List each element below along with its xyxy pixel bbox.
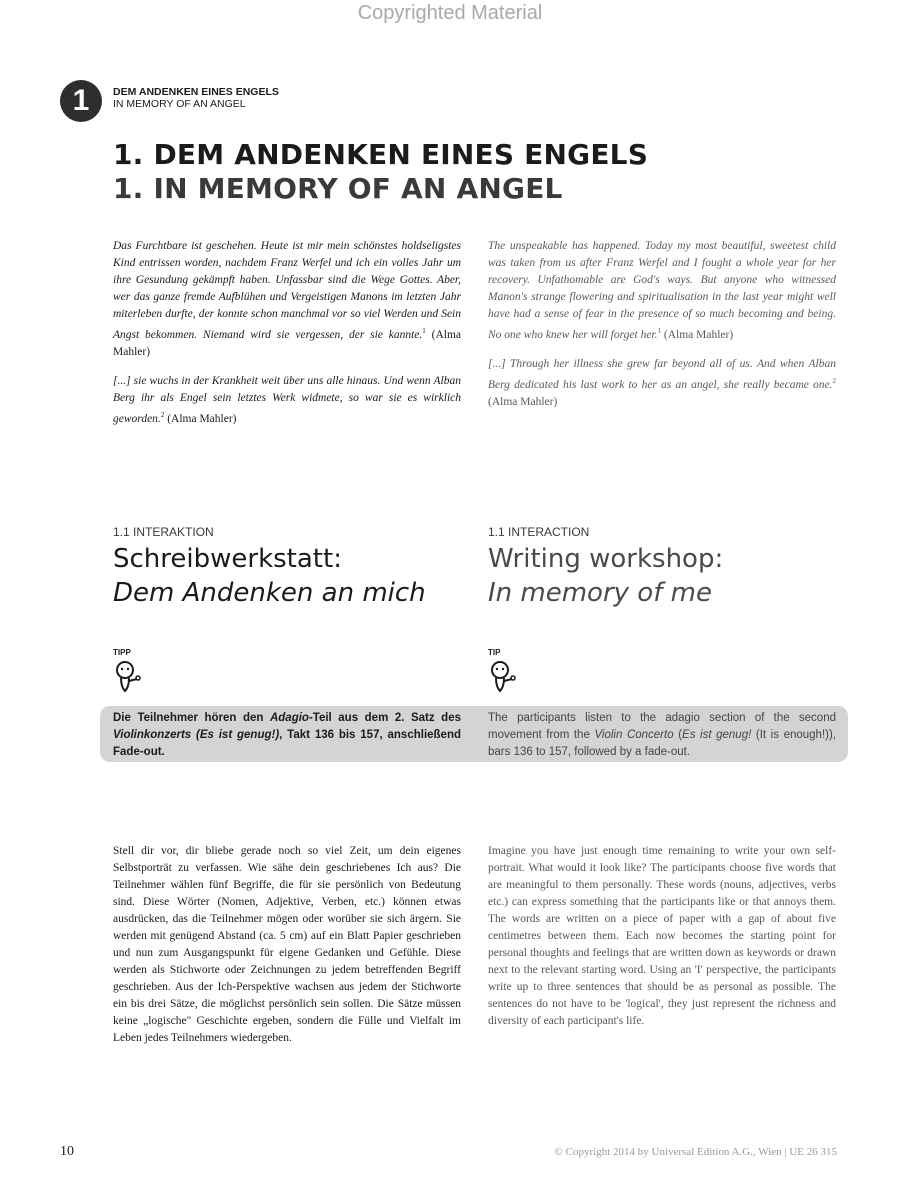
section-number-en: 1.1 INTERACTION	[488, 525, 590, 539]
running-head	[113, 86, 279, 110]
footnote-ref: 1	[422, 327, 426, 335]
tip-en-part: The participants listen to the adagio section of the second movement from the	[488, 712, 836, 741]
tip-text-en	[488, 710, 836, 761]
quote-en-2	[488, 356, 836, 411]
quote-column-de	[113, 238, 461, 440]
tip-en-part: (It is enough!)), bars 136 to 157, followed by a fade-out.	[488, 729, 836, 758]
quote-de-2	[113, 373, 461, 428]
quote-en-2-text: [...] Through her illness she grew far beyond all of us. And when Alban Berg dedicated his last work to her as an angel, she really became one.	[488, 357, 836, 391]
chapter-title	[113, 138, 648, 206]
chapter-number-badge: 1	[60, 80, 102, 122]
quote-author: (Alma Mahler)	[663, 328, 734, 341]
tip-en-part: Violin Concerto	[594, 729, 674, 741]
tip-label-de: TIPP	[113, 648, 131, 657]
chapter-title-en: 1. IN MEMORY OF AN ANGEL	[113, 172, 563, 205]
tip-de-part: Violinkonzerts (Es ist genug!)	[113, 729, 280, 741]
running-head-de: DEM ANDENKEN EINES ENGELS	[113, 86, 279, 98]
section-number-de: 1.1 INTERAKTION	[113, 525, 214, 539]
tip-de-part: Die Teilnehmer hören den	[113, 712, 270, 724]
tip-de-part: -Teil aus dem 2. Satz des	[308, 712, 461, 724]
tip-de-part: Adagio	[269, 712, 309, 724]
quote-en-1	[488, 238, 836, 344]
tip-en-part: Es ist genug!	[682, 729, 752, 741]
tip-label-en: TIP	[488, 648, 501, 657]
chapter-title-de: 1. DEM ANDENKEN EINES ENGELS	[113, 138, 649, 171]
quote-author: (Alma Mahler)	[113, 328, 462, 358]
body-text-de: Stell dir vor, dir bliebe gerade noch so viel Zeit, um dein eigenes Selbstporträt zu verfassen. Wie sähe dein geschriebenes Ich aus? Die Teilnehmer wählen fünf Begriffe, die für sie persönlich von Bedeutung sind. Diese Wörter (Nomen, Adjektive, Verben, etc.) können etwas ausdrücken, das die Teilnehmer mögen oder worüber sie sich ärgern. Sie werden mit genügend Abstand (ca. 5 cm) auf ein Blatt Papier geschrieben und nun zum Ausgangspunkt für eigene Gedanken und Gefühle. Diese werden als Stichworte oder Zeichnungen zu jedem betreffenden Begriff geschrieben. Aus der Ich-Perspektive wachsen aus jedem der Stichworte ein bis drei Sätze, die möglichst persönlich sein sollen. Die Sätze müssen keine „logische" Geschichte ergeben, sondern die Fülle und Vielfalt im Leben jedes Teilnehmers wiedergeben.	[113, 845, 461, 1044]
quote-en-1-text: The unspeakable has happened. Today my most beautiful, sweetest child was taken from us after Franz Werfel and I fought a whole year for her recovery. Unfathomable are God's ways. But anyone who witnessed Manon's strange flowering and spiritualisation in the last year might well have had a sense of fear in the presence of so much becoming and being. No one who knew her will forget her.	[488, 240, 836, 341]
quote-author: (Alma Mahler)	[167, 412, 237, 425]
watermark: Copyrighted Material	[357, 2, 543, 24]
section-heading-en	[488, 525, 723, 610]
copyright-line: © Copyright 2014 by Universal Edition A.G., Wien | UE 26 315	[554, 1146, 837, 1158]
quote-column-en	[488, 238, 836, 423]
body-text-en: Imagine you have just enough time remaining to write your own self-portrait. What would it look like? The participants choose five words that are meaningful to them personally. These words (nouns, adjectives, verbs etc.) can express something that the participants like or that annoys them. The words are written on a piece of paper with a gap of about five centimetres between them. Each now becomes the starting point for personal thoughts and feelings that are written down as keywords or drawn next to the relevant starting word. Using an 'I' perspective, the participants write up to three sentences that should be as personal as possible. The sentences do not have to be 'logical', they just represent the richness and diversity of each participant's life.	[488, 845, 836, 1027]
footnote-ref: 2	[160, 410, 165, 419]
running-head-en: IN MEMORY OF AN ANGEL	[113, 98, 246, 110]
footnote-ref: 1	[657, 327, 662, 335]
section-title-de-line2: Dem Andenken an mich	[113, 578, 426, 608]
footnote-ref: 2	[832, 376, 836, 385]
page-number: 10	[60, 1144, 74, 1159]
tip-block-en	[488, 648, 518, 700]
lightbulb-person-icon	[113, 657, 143, 695]
quote-de-1	[113, 238, 461, 361]
quote-author: (Alma Mahler)	[488, 395, 558, 408]
section-title-de-line1: Schreibwerkstatt:	[113, 544, 342, 574]
tip-text-de	[113, 710, 461, 761]
tip-de-part: , Takt 136 bis 157, anschließend Fade-out.	[113, 729, 461, 758]
section-heading-de	[113, 525, 426, 610]
tip-block-de	[113, 648, 143, 700]
lightbulb-person-icon	[488, 657, 518, 695]
quote-de-1-text: Das Furchtbare ist geschehen. Heute ist mir mein schönstes holdseligstes Kind entrissen worden, nachdem Franz Werfel und ich ein volles Jahr um ihre Gesundung gekämpft haben. Unfassbar sind die Wege Gottes. Aber, wer das ganze fremde Aufblühen und Vergeistigen Manons im letzten Jahr miterleben durfte, der konnte schon manchmal vor so viel Werden und Sein Angst bekommen. Niemand wird sie vergessen, der sie kannte.	[113, 240, 461, 341]
section-title-en-line2: In memory of me	[488, 578, 712, 608]
tip-en-part: (	[673, 729, 683, 741]
section-title-en-line1: Writing workshop:	[488, 544, 724, 574]
quote-de-2-text: [...] sie wuchs in der Krankheit weit über uns alle hinaus. Und wenn Alban Berg ihr als Engel sein letztes Werk widmete, so war sie es wirklich geworden.	[113, 374, 461, 425]
